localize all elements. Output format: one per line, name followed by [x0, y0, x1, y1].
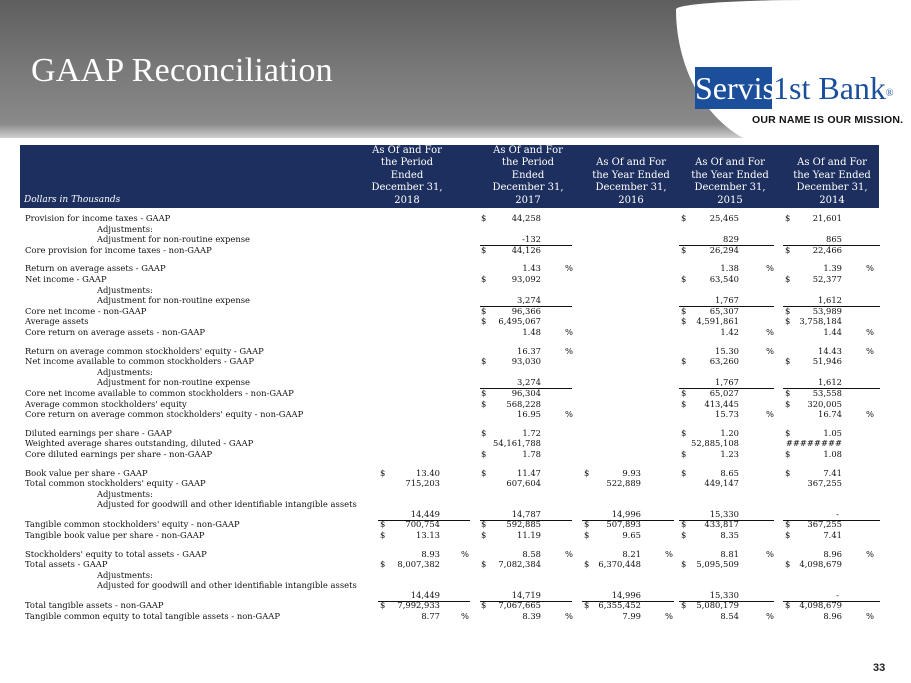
table-cell: 51,946	[812, 356, 842, 367]
row-label: Return on average assets - GAAP	[25, 263, 166, 274]
currency-symbol: $	[681, 274, 687, 284]
currency-symbol: $	[481, 388, 487, 398]
table-cell: 6,495,067	[498, 316, 541, 327]
table-row	[25, 213, 885, 224]
row-label: Adjustment for non-routine expense	[97, 377, 250, 388]
table-row	[25, 377, 885, 388]
percent-symbol: %	[766, 409, 774, 420]
row-label: Adjustments:	[97, 223, 153, 234]
row-label: Total assets - GAAP	[25, 559, 108, 570]
table-row	[25, 263, 885, 274]
table-cell: 14,449	[410, 590, 440, 601]
row-label: Core return on average common stockholders' equity - non-GAAP	[25, 409, 304, 420]
row-label: Core net income available to common stockholders - non-GAAP	[25, 388, 294, 398]
row-label: Diluted earnings per share - GAAP	[25, 427, 172, 438]
currency-symbol: $	[785, 274, 791, 284]
table-cell: 1.20	[720, 427, 739, 438]
currency-symbol: $	[785, 467, 791, 478]
currency-symbol: $	[380, 519, 386, 530]
table-row	[25, 295, 885, 306]
table-cell: 700,754	[405, 519, 440, 530]
table-header	[20, 145, 879, 208]
currency-symbol: $	[584, 530, 590, 540]
currency-symbol: $	[785, 356, 791, 367]
row-label: Adjustments:	[97, 569, 153, 580]
column-header-1	[357, 145, 457, 207]
table-row	[25, 234, 885, 245]
table-cell: 14,719	[511, 590, 541, 601]
table-row	[25, 499, 885, 519]
column-header-line: Ended	[390, 169, 424, 181]
table-cell: 14,996	[611, 509, 641, 520]
row-label: Adjustments:	[97, 488, 153, 499]
percent-symbol: %	[766, 345, 774, 356]
percent-symbol: %	[565, 409, 573, 420]
table-cell: 3,274	[517, 295, 541, 306]
row-label: Core diluted earnings per share - non-GAAP	[25, 449, 213, 459]
column-header-4	[680, 157, 780, 207]
table-cell: 14,787	[511, 509, 541, 520]
percent-symbol: %	[766, 548, 774, 559]
column-header-2	[478, 145, 578, 207]
table-row	[25, 306, 885, 317]
table-cell: 1.08	[823, 449, 842, 459]
currency-symbol: $	[785, 519, 791, 530]
slide-title: GAAP Reconciliation	[31, 52, 333, 89]
percent-symbol: %	[866, 548, 874, 559]
table-cell: 11.19	[517, 530, 541, 540]
table-cell: ########	[785, 438, 842, 449]
row-label: Adjusted for goodwill and other identifiable intangible assets	[97, 580, 357, 591]
currency-symbol: $	[681, 316, 687, 327]
percent-symbol: %	[565, 548, 573, 559]
table-cell: 14,996	[611, 590, 641, 601]
table-row	[25, 388, 885, 399]
table-cell: 592,885	[506, 519, 541, 530]
table-cell: 44,126	[511, 244, 541, 255]
currency-symbol: $	[681, 388, 687, 398]
table-row	[25, 580, 885, 600]
table-cell: 449,147	[704, 478, 739, 489]
table-cell: 9.93	[622, 467, 641, 478]
table-row	[25, 519, 885, 530]
currency-symbol: $	[681, 305, 687, 316]
table-cell: 13.13	[416, 530, 440, 540]
percent-symbol: %	[766, 611, 774, 621]
column-header-5	[782, 157, 882, 207]
currency-symbol: $	[380, 467, 386, 478]
table-cell: 8.35	[720, 530, 739, 540]
table-cell: 7,082,384	[498, 559, 541, 570]
table-cell: 15.30	[715, 345, 739, 356]
row-label: Book value per share - GAAP	[25, 467, 148, 478]
table-cell: 15.73	[715, 409, 739, 420]
table-cell: 4,098,679	[799, 559, 842, 570]
percent-symbol: %	[665, 611, 673, 621]
table-cell: -	[836, 509, 839, 520]
row-label: Adjusted for goodwill and other identifiable intangible assets	[97, 499, 357, 510]
currency-symbol: $	[481, 530, 487, 540]
percent-symbol: %	[766, 263, 774, 274]
column-header-line: the Period	[380, 157, 434, 169]
currency-symbol: $	[785, 600, 791, 611]
currency-symbol: $	[681, 467, 687, 478]
table-cell: 25,465	[709, 213, 739, 223]
table-cell: 1.23	[720, 449, 739, 459]
table-cell: 16.95	[517, 409, 541, 420]
table-row	[25, 559, 885, 570]
row-label: Total common stockholders' equity - GAAP	[25, 478, 206, 489]
currency-symbol: $	[681, 600, 687, 611]
column-header-line: 2014	[819, 194, 845, 206]
currency-symbol: $	[380, 559, 386, 570]
percent-symbol: %	[766, 327, 774, 337]
table-row	[25, 327, 885, 338]
percent-symbol: %	[866, 611, 874, 621]
row-label: Provision for income taxes - GAAP	[25, 213, 171, 223]
table-cell: 4,098,679	[799, 600, 842, 611]
currency-symbol: $	[481, 316, 487, 327]
table-row	[25, 245, 885, 256]
table-cell: 367,255	[807, 478, 842, 489]
logo-registered-mark: ®	[885, 88, 894, 99]
currency-symbol: $	[584, 467, 590, 478]
percent-symbol: %	[461, 548, 469, 559]
table-cell: 93,092	[511, 274, 541, 284]
currency-symbol: $	[785, 559, 791, 570]
logo-bank-name	[773, 67, 894, 109]
table-cell: 8.39	[522, 611, 541, 621]
table-row	[25, 399, 885, 410]
percent-symbol: %	[565, 345, 573, 356]
table-cell: 8.81	[720, 548, 739, 559]
table-cell: 26,294	[709, 244, 739, 255]
table-cell: 1.38	[720, 263, 739, 274]
currency-symbol: $	[785, 388, 791, 398]
table-cell: 6,370,448	[598, 559, 641, 570]
table-row	[25, 367, 885, 378]
table-cell: 7.41	[823, 467, 842, 478]
currency-symbol: $	[785, 398, 791, 409]
currency-symbol: $	[481, 274, 487, 284]
row-label: Tangible common stockholders' equity - non-GAAP	[25, 519, 240, 530]
table-cell: 829	[723, 234, 739, 245]
logo-bank-text: 1st Bank	[773, 70, 886, 106]
table-cell: 7.41	[823, 530, 842, 540]
column-header-line: the Year Ended	[793, 169, 871, 181]
currency-symbol: $	[785, 244, 791, 255]
currency-symbol: $	[681, 244, 687, 255]
table-cell: 13.40	[416, 467, 440, 478]
row-label: Average common stockholders' equity	[25, 398, 187, 409]
table-row	[25, 428, 885, 439]
percent-symbol: %	[866, 327, 874, 337]
row-label: Tangible book value per share - non-GAAP	[25, 530, 205, 540]
table-cell: 5,080,179	[696, 600, 739, 611]
currency-symbol: $	[481, 213, 487, 223]
table-cell: 1.44	[823, 327, 842, 337]
table-row	[25, 346, 885, 357]
table-cell: 21,601	[812, 213, 842, 223]
row-label: Core provision for income taxes - non-GAAP	[25, 244, 212, 255]
percent-symbol: %	[565, 611, 573, 621]
column-header-line: December 31,	[595, 182, 667, 194]
table-cell: 7,992,933	[397, 600, 440, 611]
row-label: Adjustment for non-routine expense	[97, 295, 250, 306]
table-cell: 15,330	[709, 509, 739, 520]
column-header-line: As Of and For	[695, 157, 765, 169]
table-row	[25, 570, 885, 581]
table-cell: 1.43	[522, 263, 541, 274]
table-row	[25, 316, 885, 327]
currency-symbol: $	[681, 559, 687, 570]
currency-symbol: $	[380, 530, 386, 540]
table-cell: 1.72	[522, 427, 541, 438]
currency-symbol: $	[481, 356, 487, 367]
table-row	[25, 489, 885, 500]
percent-symbol: %	[866, 409, 874, 420]
column-header-line: the Year Ended	[592, 169, 670, 181]
table-cell: 52,377	[812, 274, 842, 284]
row-label: Adjustment for non-routine expense	[97, 234, 250, 245]
row-label: Net income available to common stockholders - GAAP	[25, 356, 254, 367]
currency-symbol: $	[681, 427, 687, 438]
table-cell: 52,885,108	[691, 438, 739, 449]
table-cell: 1.42	[720, 327, 739, 337]
table-cell: 865	[826, 234, 842, 245]
table-cell: 1,612	[818, 377, 842, 388]
table-cell: 1,767	[715, 295, 739, 306]
logo-servis: Servis	[695, 67, 772, 109]
column-header-line: As Of and For	[493, 145, 563, 156]
column-header-line: December 31,	[492, 182, 564, 194]
currency-symbol: $	[681, 398, 687, 409]
table-cell: 63,260	[709, 356, 739, 367]
table-cell: 22,466	[812, 244, 842, 255]
row-label: Weighted average shares outstanding, diluted - GAAP	[25, 438, 254, 449]
currency-symbol: $	[584, 519, 590, 530]
table-cell: 8.65	[720, 467, 739, 478]
column-header-line: As Of and For	[797, 157, 867, 169]
percent-symbol: %	[866, 345, 874, 356]
column-header-line: December 31,	[694, 182, 766, 194]
table-row	[25, 530, 885, 541]
table-cell: 1.48	[522, 327, 541, 337]
percent-symbol: %	[461, 611, 469, 621]
currency-symbol: $	[785, 213, 791, 223]
table-row	[25, 468, 885, 479]
table-row	[25, 549, 885, 560]
column-header-line: As Of and For	[372, 145, 442, 156]
table-cell: 715,203	[405, 478, 440, 489]
table-cell: 8.54	[720, 611, 739, 621]
table-cell: 8.96	[823, 548, 842, 559]
currency-symbol: $	[584, 600, 590, 611]
table-cell: 53,558	[812, 388, 842, 398]
row-label: Net income - GAAP	[25, 274, 107, 284]
row-label: Tangible common equity to total tangible assets - non-GAAP	[25, 611, 280, 621]
currency-symbol: $	[681, 213, 687, 223]
table-row	[25, 611, 885, 622]
row-label: Average assets	[25, 316, 89, 327]
row-label: Adjustments:	[97, 366, 153, 377]
table-cell: 3,758,184	[799, 316, 842, 327]
currency-symbol: $	[481, 427, 487, 438]
column-header-line: December 31,	[371, 182, 443, 194]
currency-symbol: $	[481, 519, 487, 530]
table-row	[25, 356, 885, 367]
table-cell: 96,366	[511, 305, 541, 316]
currency-symbol: $	[481, 467, 487, 478]
table-cell: 1.39	[823, 263, 842, 274]
column-header-line: the Period	[501, 157, 555, 169]
table-cell: 413,445	[704, 398, 739, 409]
table-cell: 14.43	[818, 345, 842, 356]
units-label: Dollars in Thousands	[24, 195, 121, 205]
row-label: Stockholders' equity to total assets - GAAP	[25, 548, 207, 559]
table-row	[25, 274, 885, 285]
table-cell: 9.65	[622, 530, 641, 540]
table-cell: 65,307	[709, 305, 739, 316]
currency-symbol: $	[785, 305, 791, 316]
row-label: Return on average common stockholders' equity - GAAP	[25, 345, 264, 356]
table-cell: 433,817	[704, 519, 739, 530]
table-cell: 53,989	[812, 305, 842, 316]
column-header-line: As Of and For	[596, 157, 666, 169]
table-cell: 320,005	[807, 398, 842, 409]
table-cell: 522,889	[606, 478, 641, 489]
table-cell: 8.77	[421, 611, 440, 621]
currency-symbol: $	[681, 519, 687, 530]
table-cell: 63,540	[709, 274, 739, 284]
page-number: 33	[873, 662, 886, 674]
table-cell: 54,161,788	[493, 438, 541, 449]
table-cell: 6,355,452	[598, 600, 641, 611]
column-header-line: 2016	[618, 194, 644, 206]
table-row	[25, 600, 885, 611]
table-cell: 1,612	[818, 295, 842, 306]
table-row	[25, 224, 885, 235]
table-cell: 7,067,665	[498, 600, 541, 611]
table-cell: 607,604	[506, 478, 541, 489]
table-cell: 11.47	[517, 467, 541, 478]
row-label: Adjustments:	[97, 284, 153, 295]
column-header-line: 2015	[717, 194, 743, 206]
column-header-line: December 31,	[796, 182, 868, 194]
percent-symbol: %	[565, 327, 573, 337]
currency-symbol: $	[481, 398, 487, 409]
table-cell: -132	[522, 234, 541, 245]
currency-symbol: $	[481, 305, 487, 316]
currency-symbol: $	[481, 559, 487, 570]
currency-symbol: $	[681, 356, 687, 367]
table-cell: 367,255	[807, 519, 842, 530]
table-cell: 5,095,509	[696, 559, 739, 570]
currency-symbol: $	[785, 449, 791, 459]
currency-symbol: $	[481, 449, 487, 459]
column-header-line: 2017	[515, 194, 541, 206]
percent-symbol: %	[565, 263, 573, 274]
table-cell: 16.37	[517, 345, 541, 356]
table-cell: 14,449	[410, 509, 440, 520]
table-cell: 8.21	[622, 548, 641, 559]
currency-symbol: $	[681, 449, 687, 459]
table-cell: 1.05	[823, 427, 842, 438]
currency-symbol: $	[785, 530, 791, 540]
table-cell: 3,274	[517, 377, 541, 388]
currency-symbol: $	[380, 600, 386, 611]
table-cell: 96,304	[511, 388, 541, 398]
table-row	[25, 438, 885, 449]
table-cell: 65,027	[709, 388, 739, 398]
currency-symbol: $	[481, 600, 487, 611]
table-cell: 16.74	[818, 409, 842, 420]
percent-symbol: %	[866, 263, 874, 274]
row-label: Total tangible assets - non-GAAP	[25, 600, 164, 611]
currency-symbol: $	[681, 530, 687, 540]
table-row	[25, 478, 885, 489]
logo-tagline: OUR NAME IS OUR MISSION.	[752, 114, 904, 126]
table-cell: 8.93	[421, 548, 440, 559]
table-row	[25, 449, 885, 460]
currency-symbol: $	[785, 427, 791, 438]
table-cell: 1.78	[522, 449, 541, 459]
table-cell: 568,228	[506, 398, 541, 409]
column-header-line: the Year Ended	[691, 169, 769, 181]
table-row	[25, 285, 885, 296]
table-cell: 44,258	[511, 213, 541, 223]
column-header-line: Ended	[511, 169, 545, 181]
column-header-line: 2018	[394, 194, 420, 206]
table-cell: 507,893	[606, 519, 641, 530]
currency-symbol: $	[584, 559, 590, 570]
table-cell: 93,030	[511, 356, 541, 367]
table-cell: 15,330	[709, 590, 739, 601]
table-cell: 4,591,861	[696, 316, 739, 327]
currency-symbol: $	[785, 316, 791, 327]
table-cell: 8.96	[823, 611, 842, 621]
column-header-3	[581, 157, 681, 207]
table-cell: 7.99	[622, 611, 641, 621]
percent-symbol: %	[665, 548, 673, 559]
table-cell: -	[836, 590, 839, 601]
table-row	[25, 409, 885, 420]
table-cell: 8,007,382	[397, 559, 440, 570]
row-label: Core return on average assets - non-GAAP	[25, 327, 206, 337]
table-cell: 8.58	[522, 548, 541, 559]
currency-symbol: $	[481, 244, 487, 255]
row-label: Core net income - non-GAAP	[25, 305, 147, 316]
table-cell: 1,767	[715, 377, 739, 388]
